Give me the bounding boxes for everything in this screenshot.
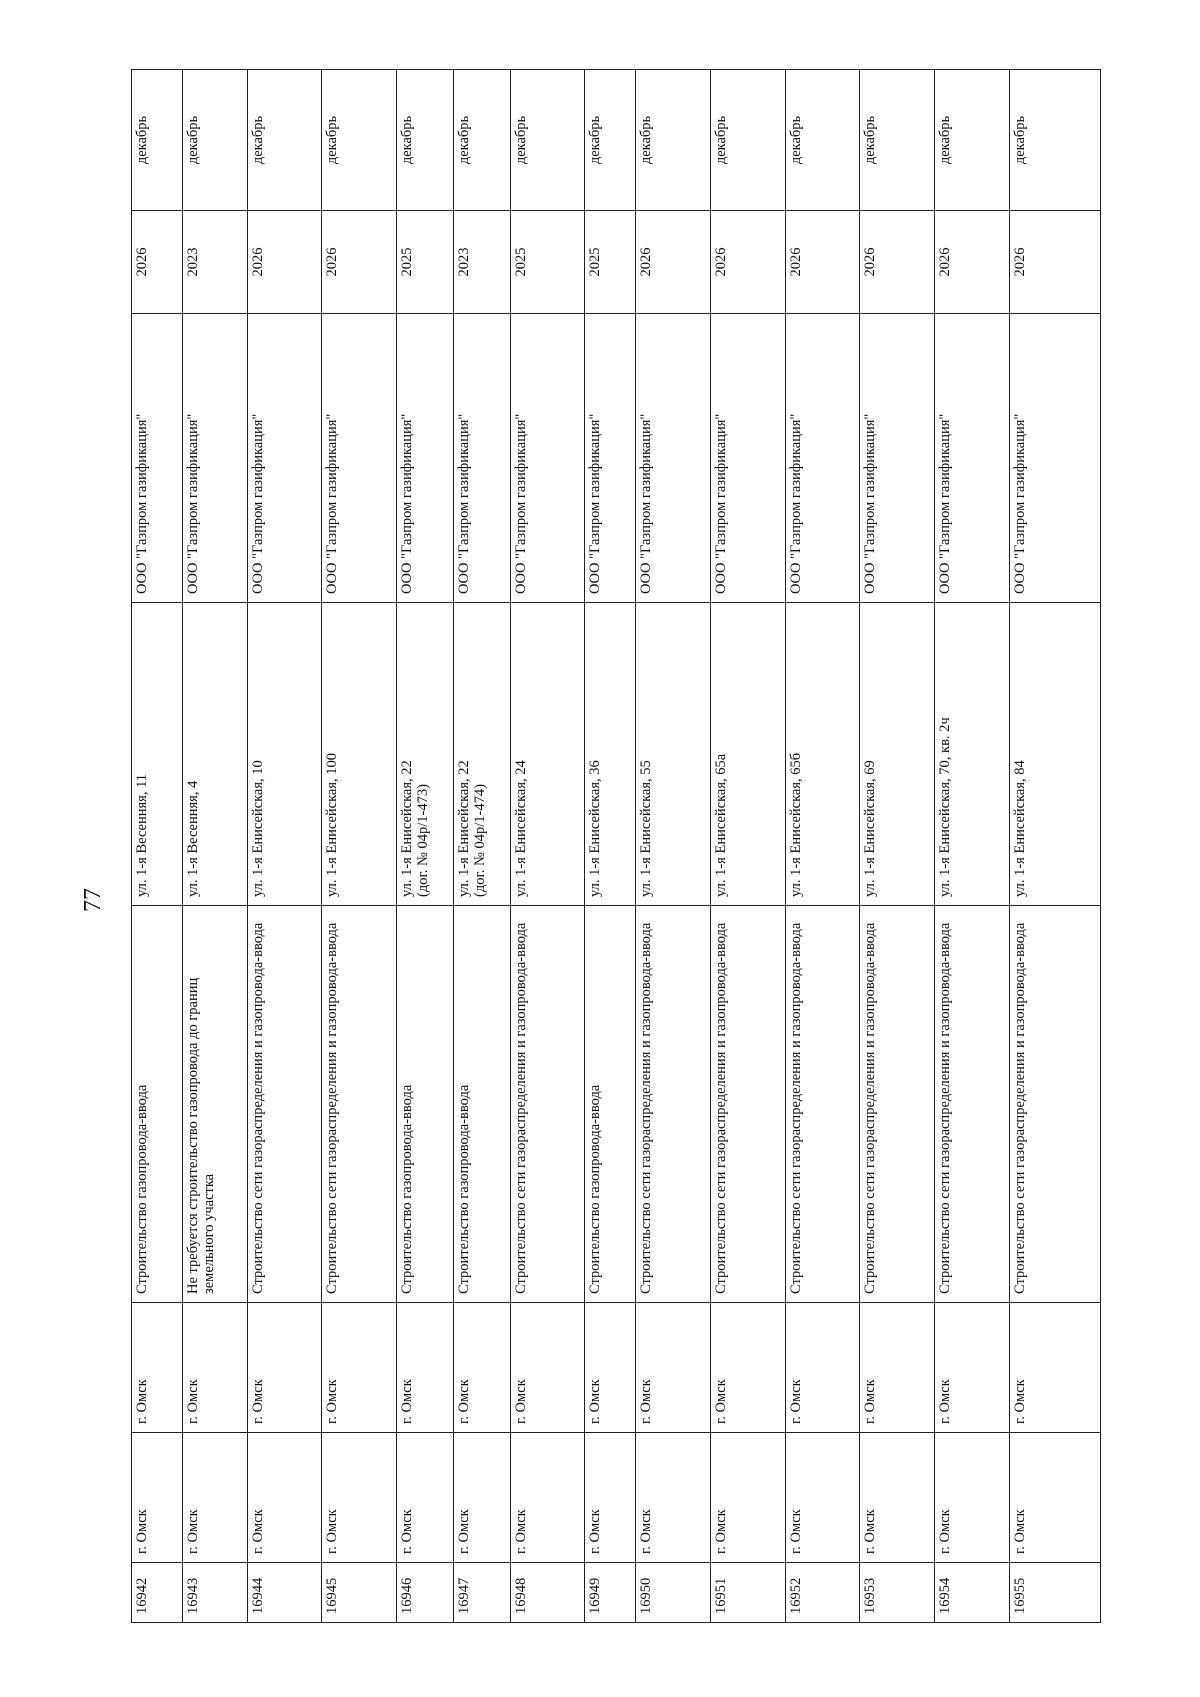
cell-year: 2026 bbox=[1009, 211, 1100, 314]
cell-year: 2023 bbox=[183, 211, 248, 314]
cell-id: 16950 bbox=[636, 1563, 711, 1623]
cell-year: 2025 bbox=[585, 211, 636, 314]
cell-address bbox=[132, 603, 183, 906]
cell-settlement: г. Омск bbox=[785, 1303, 860, 1433]
cell-city: г. Омск bbox=[247, 1433, 322, 1563]
table-row bbox=[585, 70, 636, 1623]
address-text: ул. 1-я Енисейская, 69 bbox=[862, 760, 879, 897]
address-text: ул. 1-я Енисейская, 55 bbox=[638, 760, 655, 897]
page-number: 77 bbox=[80, 888, 106, 912]
address-text: ул. 1-я Енисейская, 65б bbox=[787, 752, 804, 897]
contract-note: (дог. № 04р/1-474) bbox=[471, 784, 488, 897]
cell-work-type: Строительство газопровода-ввода bbox=[132, 906, 183, 1303]
cell-address bbox=[785, 603, 860, 906]
cell-settlement: г. Омск bbox=[585, 1303, 636, 1433]
cell-work-type: Строительство сети газораспределения и газопровода-ввода bbox=[322, 906, 397, 1303]
cell-address bbox=[711, 603, 786, 906]
cell-year: 2026 bbox=[247, 211, 322, 314]
gasification-table bbox=[131, 69, 1101, 1623]
address-text: ул. 1-я Енисейская, 84 bbox=[1011, 760, 1028, 897]
cell-work-type: Строительство сети газораспределения и газопровода-ввода bbox=[510, 906, 585, 1303]
cell-id: 16949 bbox=[585, 1563, 636, 1623]
cell-organization: ООО "Газпром газификация" bbox=[510, 314, 585, 603]
table-row bbox=[247, 70, 322, 1623]
table-row bbox=[1009, 70, 1100, 1623]
rotated-table-frame bbox=[131, 70, 1101, 1623]
cell-id: 16946 bbox=[397, 1563, 454, 1623]
cell-settlement: г. Омск bbox=[1009, 1303, 1100, 1433]
cell-address bbox=[183, 603, 248, 906]
cell-address bbox=[585, 603, 636, 906]
table-row bbox=[183, 70, 248, 1623]
cell-city: г. Омск bbox=[585, 1433, 636, 1563]
address-text: ул. 1-я Весенняя, 4 bbox=[185, 780, 202, 897]
cell-year: 2026 bbox=[322, 211, 397, 314]
cell-work-type: Строительство сети газораспределения и газопровода-ввода bbox=[636, 906, 711, 1303]
cell-month: декабрь bbox=[322, 70, 397, 211]
cell-year: 2026 bbox=[132, 211, 183, 314]
cell-settlement: г. Омск bbox=[636, 1303, 711, 1433]
address-text: ул. 1-я Енисейская, 70, кв. 2ч bbox=[936, 717, 953, 897]
address-text: ул. 1-я Енисейская, 22 bbox=[399, 760, 416, 897]
table-row bbox=[397, 70, 454, 1623]
cell-work-type: Строительство газопровода-ввода bbox=[453, 906, 510, 1303]
cell-year: 2026 bbox=[934, 211, 1009, 314]
contract-note: (дог. № 04р/1-473) bbox=[414, 784, 431, 897]
cell-address bbox=[860, 603, 935, 906]
cell-city: г. Омск bbox=[510, 1433, 585, 1563]
cell-work-type: Строительство газопровода-ввода bbox=[585, 906, 636, 1303]
cell-id: 16953 bbox=[860, 1563, 935, 1623]
table-row bbox=[785, 70, 860, 1623]
table-row bbox=[636, 70, 711, 1623]
cell-month: декабрь bbox=[247, 70, 322, 211]
cell-year: 2025 bbox=[510, 211, 585, 314]
cell-year: 2023 bbox=[453, 211, 510, 314]
cell-city: г. Омск bbox=[860, 1433, 935, 1563]
address-text: ул. 1-я Енисейская, 24 bbox=[512, 760, 529, 897]
cell-city: г. Омск bbox=[183, 1433, 248, 1563]
cell-settlement: г. Омск bbox=[510, 1303, 585, 1433]
cell-month: декабрь bbox=[585, 70, 636, 211]
cell-settlement: г. Омск bbox=[860, 1303, 935, 1433]
cell-address bbox=[397, 603, 454, 906]
cell-settlement: г. Омск bbox=[247, 1303, 322, 1433]
cell-id: 16944 bbox=[247, 1563, 322, 1623]
table-row bbox=[510, 70, 585, 1623]
cell-month: декабрь bbox=[510, 70, 585, 211]
cell-id: 16955 bbox=[1009, 1563, 1100, 1623]
cell-city: г. Омск bbox=[636, 1433, 711, 1563]
cell-address bbox=[934, 603, 1009, 906]
table-row bbox=[132, 70, 183, 1623]
cell-work-type: Строительство сети газораспределения и газопровода-ввода bbox=[247, 906, 322, 1303]
address-text: ул. 1-я Енисейская, 100 bbox=[324, 752, 341, 897]
cell-organization: ООО "Газпром газификация" bbox=[785, 314, 860, 603]
cell-city: г. Омск bbox=[397, 1433, 454, 1563]
cell-city: г. Омск bbox=[934, 1433, 1009, 1563]
cell-settlement: г. Омск bbox=[934, 1303, 1009, 1433]
cell-organization: ООО "Газпром газификация" bbox=[585, 314, 636, 603]
cell-settlement: г. Омск bbox=[183, 1303, 248, 1433]
cell-month: декабрь bbox=[636, 70, 711, 211]
cell-work-type: Строительство сети газораспределения и газопровода-ввода bbox=[785, 906, 860, 1303]
cell-month: декабрь bbox=[132, 70, 183, 211]
cell-id: 16948 bbox=[510, 1563, 585, 1623]
cell-id: 16943 bbox=[183, 1563, 248, 1623]
cell-organization: ООО "Газпром газификация" bbox=[934, 314, 1009, 603]
cell-address bbox=[322, 603, 397, 906]
cell-address bbox=[1009, 603, 1100, 906]
table-row bbox=[453, 70, 510, 1623]
cell-organization: ООО "Газпром газификация" bbox=[860, 314, 935, 603]
cell-id: 16947 bbox=[453, 1563, 510, 1623]
cell-work-type: Не требуется строительство газопровода до границ земельного участка bbox=[183, 906, 248, 1303]
cell-city: г. Омск bbox=[322, 1433, 397, 1563]
cell-month: декабрь bbox=[1009, 70, 1100, 211]
cell-month: декабрь bbox=[860, 70, 935, 211]
cell-id: 16942 bbox=[132, 1563, 183, 1623]
cell-month: декабрь bbox=[785, 70, 860, 211]
address-text: ул. 1-я Весенняя, 11 bbox=[134, 773, 150, 897]
cell-address bbox=[636, 603, 711, 906]
cell-work-type: Строительство газопровода-ввода bbox=[397, 906, 454, 1303]
cell-id: 16951 bbox=[711, 1563, 786, 1623]
cell-settlement: г. Омск bbox=[132, 1303, 183, 1433]
cell-city: г. Омск bbox=[785, 1433, 860, 1563]
cell-organization: ООО "Газпром газификация" bbox=[247, 314, 322, 603]
cell-settlement: г. Омск bbox=[711, 1303, 786, 1433]
cell-address bbox=[510, 603, 585, 906]
table-row bbox=[934, 70, 1009, 1623]
cell-year: 2025 bbox=[397, 211, 454, 314]
cell-city: г. Омск bbox=[1009, 1433, 1100, 1563]
cell-organization: ООО "Газпром газификация" bbox=[453, 314, 510, 603]
table-row bbox=[860, 70, 935, 1623]
cell-city: г. Омск bbox=[711, 1433, 786, 1563]
cell-settlement: г. Омск bbox=[397, 1303, 454, 1433]
cell-year: 2026 bbox=[785, 211, 860, 314]
address-text: ул. 1-я Енисейская, 22 bbox=[455, 760, 472, 897]
cell-month: декабрь bbox=[397, 70, 454, 211]
cell-organization: ООО "Газпром газификация" bbox=[322, 314, 397, 603]
cell-address bbox=[453, 603, 510, 906]
cell-year: 2026 bbox=[636, 211, 711, 314]
cell-work-type: Строительство сети газораспределения и газопровода-ввода bbox=[1009, 906, 1100, 1303]
cell-settlement: г. Омск bbox=[322, 1303, 397, 1433]
cell-settlement: г. Омск bbox=[453, 1303, 510, 1433]
cell-id: 16952 bbox=[785, 1563, 860, 1623]
cell-work-type: Строительство сети газораспределения и газопровода-ввода bbox=[711, 906, 786, 1303]
table-row bbox=[711, 70, 786, 1623]
cell-month: декабрь bbox=[453, 70, 510, 211]
cell-city: г. Омск bbox=[453, 1433, 510, 1563]
cell-city: г. Омск bbox=[132, 1433, 183, 1563]
table-body bbox=[132, 70, 1101, 1623]
cell-year: 2026 bbox=[711, 211, 786, 314]
cell-organization: ООО "Газпром газификация" bbox=[711, 314, 786, 603]
address-text: ул. 1-я Енисейская, 10 bbox=[249, 760, 266, 897]
cell-id: 16945 bbox=[322, 1563, 397, 1623]
address-text: ул. 1-я Енисейская, 36 bbox=[587, 760, 604, 897]
table-row bbox=[322, 70, 397, 1623]
cell-organization: ООО "Газпром газификация" bbox=[636, 314, 711, 603]
cell-address bbox=[247, 603, 322, 906]
cell-work-type: Строительство сети газораспределения и газопровода-ввода bbox=[860, 906, 935, 1303]
address-text: ул. 1-я Енисейская, 65а bbox=[713, 753, 730, 897]
cell-year: 2026 bbox=[860, 211, 935, 314]
cell-work-type: Строительство сети газораспределения и газопровода-ввода bbox=[934, 906, 1009, 1303]
cell-month: декабрь bbox=[711, 70, 786, 211]
cell-month: декабрь bbox=[183, 70, 248, 211]
cell-organization: ООО "Газпром газификация" bbox=[397, 314, 454, 603]
cell-month: декабрь bbox=[934, 70, 1009, 211]
cell-organization: ООО "Газпром газификация" bbox=[1009, 314, 1100, 603]
cell-organization: ООО "Газпром газификация" bbox=[132, 314, 183, 603]
cell-id: 16954 bbox=[934, 1563, 1009, 1623]
cell-organization: ООО "Газпром газификация" bbox=[183, 314, 248, 603]
